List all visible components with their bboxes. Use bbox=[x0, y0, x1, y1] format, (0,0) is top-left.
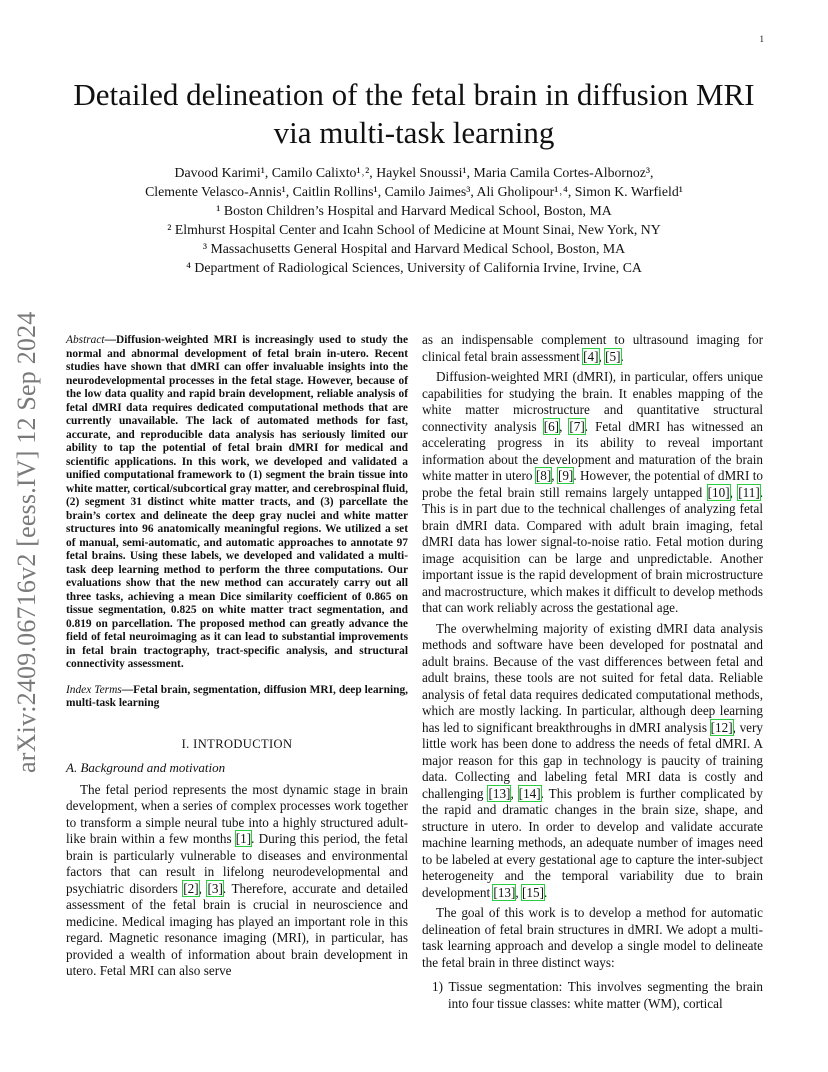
citation-link[interactable]: [2] bbox=[183, 880, 199, 896]
citation-link[interactable]: [13] bbox=[488, 785, 511, 801]
continued-paragraph: as an indispensable complement to ultrasound imaging for clinical fetal brain assessment [4], [5]. bbox=[422, 332, 763, 364]
citation-link[interactable]: [4] bbox=[583, 348, 599, 364]
arxiv-side-stamp: arXiv:2409.06716v2 [eess.IV] 12 Sep 2024 bbox=[12, 311, 41, 773]
methods-gap-paragraph: The overwhelming majority of existing dMRI data analysis methods and software have been developed for postnatal and adult brains. Because of the vast differences between fetal and adult brains, these tools are not suited for fetal data. Reliable analysis of fetal data requires dedicated computational methods, which are mostly lacking. In particular, although deep learning has led to significant breakthroughs in dMRI analysis [12], very little work has been done to address the needs of fetal dMRI. A major reason for this gap in technology is paucity of training data. Collecting and labeling fetal MRI data is costly and challenging [13], [14]. This problem is further complicated by the rapid and dramatic changes in the brain size, shape, and structure in utero. In order to develop and validate accurate machine learning methods, an adequate number of images need to be labeled at every gestational age to capture the inter-subject heterogeneity and the temporal variability due to brain development [13], [15]. bbox=[422, 620, 764, 900]
goal-paragraph: The goal of this work is to develop a method for automatic delineation of fetal brain structures in dMRI. We adopt a multi-task learning approach and develop a single model to delineate the fetal brain in three distinct ways: bbox=[422, 905, 763, 970]
abstract-text: —Diffusion-weighted MRI is increasingly used to study the normal and abnormal development of fetal brain in-utero. Recent studies have shown that dMRI can offer invaluable insights into the neurodevelopmental processes in the fetal stage. However, because of the low data quality and rapid brain development, reliable analysis of fetal dMRI data requires dedicated computational methods that are currently unavailable. The lack of automated methods for fast, accurate, and reproducible data analysis has seriously limited our ability to tap the potential of fetal brain dMRI for medical and scientific applications. In this work, we developed and validated a unified computational framework to (1) segment the brain tissue into white matter, cortical/subcortical gray matter, and cerebrospinal fluid, (2) segment 31 distinct white matter tracts, and (3) parcellate the brain’s cortex and delineate the deep gray nuclei and white matter structures into 96 anatomically meaningful regions. We utilized a set of manual, semi-automatic, and automatic approaches to annotate 97 fetal brains. Using these labels, we developed and validated a multi-task deep learning method to perform the three computations. Our evaluations show that the new method can accurately carry out all three tasks, achieving a mean Dice similarity coefficient of 0.865 on tissue segmentation, 0.825 on white matter tract segmentation, and 0.819 on parcellation. The proposed method can greatly advance the field of fetal neuroimaging as it can lead to substantial improvements in fetal brain tractography, tract-specific analysis, and structural connectivity assessment. bbox=[66, 334, 408, 670]
citation-link[interactable]: [3] bbox=[207, 880, 223, 896]
index-terms-lead: Index Terms bbox=[66, 683, 122, 696]
left-column bbox=[66, 334, 408, 980]
citation-link[interactable]: [9] bbox=[557, 468, 574, 483]
citation-link[interactable]: [15] bbox=[522, 884, 544, 900]
affiliation-1: ¹ Boston Children’s Hospital and Harvard Medical School, Boston, MA bbox=[216, 203, 612, 218]
subsection-heading-background: A. Background and motivation bbox=[66, 759, 226, 775]
right-column bbox=[422, 332, 763, 1012]
paper-title: Detailed delineation of the fetal brain in diffusion MRI via multi-task learning bbox=[73, 77, 755, 150]
authors-line-2: Clemente Velasco-Annis¹, Caitlin Rollins¹, Camilo Jaimes³, Ali Gholipour¹˒⁴, Simon K. Warfield¹ bbox=[145, 184, 683, 199]
authors-line-1: Davood Karimi¹, Camilo Calixto¹˒², Haykel Snoussi¹, Maria Camila Cortes-Albornoz³, bbox=[174, 165, 654, 180]
citation-link[interactable]: [10] bbox=[707, 484, 730, 500]
abstract bbox=[66, 334, 408, 672]
citation-link[interactable]: [6] bbox=[543, 418, 560, 434]
section-heading-introduction: I. INTRODUCTION bbox=[181, 736, 293, 751]
citation-link[interactable]: [13] bbox=[493, 884, 516, 900]
citation-link[interactable]: [8] bbox=[535, 468, 552, 483]
citation-link[interactable]: [7] bbox=[569, 418, 585, 434]
author-block bbox=[60, 163, 768, 277]
citation-link[interactable]: [11] bbox=[738, 484, 760, 500]
abstract-lead: Abstract bbox=[66, 334, 105, 346]
citation-link[interactable]: [12] bbox=[710, 719, 733, 735]
list-item-tissue-segmentation: 1) Tissue segmentation: This involves segmenting the brain into four tissue classes: white matter (WM), cortical bbox=[432, 979, 763, 1011]
affiliation-3: ³ Massachusetts General Hospital and Harvard Medical School, Boston, MA bbox=[202, 241, 626, 256]
affiliation-2: ² Elmhurst Hospital Center and Icahn School of Medicine at Mount Sinai, New York, NY bbox=[167, 222, 661, 237]
citation-link[interactable]: [1] bbox=[235, 831, 252, 846]
citation-link[interactable]: [14] bbox=[518, 785, 541, 801]
intro-paragraph: The fetal period represents the most dynamic stage in brain development, when a series of complex processes work together to transform a simple neural tube into a highly structured adult-like brain within a few months [1]. During this period, the fetal brain is particularly vulnerable to diseases and environmental factors that can result in lifelong neurodevelopmental and psychiatric disorders [2], [3]. Therefore, accurate and detailed assessment of the fetal brain is crucial in neuroscience and medicine. Medical imaging has played an important role in this regard. Magnetic resonance imaging (MRI), in particular, has provided a wealth of information about brain development in utero. Fetal MRI can also serve bbox=[66, 781, 409, 978]
index-terms-text: —Fetal brain, segmentation, diffusion MRI, deep learning, multi-task learning bbox=[66, 683, 408, 709]
page-number: 1 bbox=[759, 34, 764, 44]
citation-link[interactable]: [5] bbox=[605, 348, 621, 364]
index-terms bbox=[66, 684, 408, 711]
affiliation-list bbox=[60, 201, 768, 277]
dmri-paragraph: Diffusion-weighted MRI (dMRI), in particular, offers unique capabilities for studying the brain. It enables mapping of the white matter microstructure and quantitative structural connectivity analysis [6], [7]. Fetal dMRI has witnessed an accelerating progress in its ability to reveal important information about the development and maturation of the brain white matter in utero [8], [9]. However, the potential of dMRI to probe the fetal brain still remains largely untapped [10], [11]. This is in part due to the technical challenges of analyzing fetal brain dMRI data. Compared with adult brain imaging, fetal dMRI data has lower signal-to-noise ratio. Fetal motion during image acquisition can be large and unpredictable. Another important issue is the rapid development of brain microstructure and macrostructure, which makes it difficult to develop methods that can work reliably across the gestational age. bbox=[422, 369, 764, 615]
affiliation-4: ⁴ Department of Radiological Sciences, University of California Irvine, Irvine, CA bbox=[186, 260, 642, 275]
